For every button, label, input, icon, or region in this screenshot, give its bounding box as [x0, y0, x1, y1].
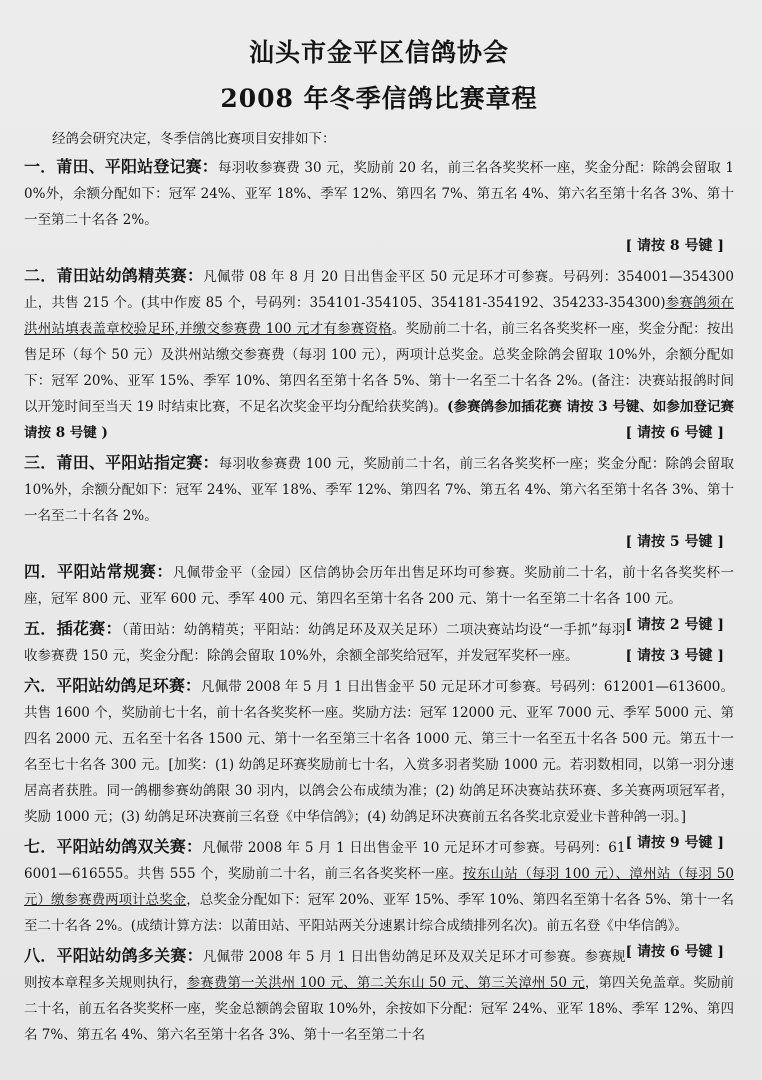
section-2-body-c: (参赛鸽参加插花赛 请按 3 号键、如参加登记赛请按 8 号键 )	[24, 399, 734, 441]
section-7-heading: 七．平阳站幼鸽双关赛：	[24, 837, 203, 856]
section-2-body-a: 凡佩带 08 年 8 月 20 日出售金平区 50 元足环才可参赛。号码列：354001—354300 止，共售 215 个。(其中作废 85 个，号码列：354101-354105、354181-354192、354233-354300)	[24, 269, 734, 311]
section-4-key: [ 请按 2 号键 ]	[625, 617, 724, 633]
section-1-heading: 一．莆田、平阳站登记赛：	[24, 157, 218, 176]
section-2	[24, 263, 734, 446]
section-4-body: 凡佩带金平（金园）区信鸽协会历年出售足环均可参赛。奖励前二十名，前十名各奖奖杯一座，冠军 800 元、亚军 600 元、季军 400 元、第四名至第十名各 200 元、第十一名至第二十名各 100 元。	[24, 565, 734, 607]
section-2-underlined: 参赛鸽须在洪州站填表盖章校验足环,并缴交参赛费 100 元才有参赛资格	[24, 295, 734, 337]
section-8-underlined: 参赛费第一关洪州 100 元、第二关东山 50 元、第三关漳州 50 元	[186, 975, 585, 991]
section-8-body-a: 凡佩带 2008 年 5 月 1 日出售幼鸽足环及双关足环才可参赛。参赛规则按本章程多关规则执行，	[24, 949, 626, 991]
section-2-key: [ 请按 6 号键 ]	[625, 425, 724, 441]
section-5-heading: 五．插花赛：	[24, 619, 122, 638]
section-1-body: 每羽收参赛费 30 元，奖励前 20 名，前三名各奖奖杯一座，奖金分配：除鸽会留取 10%外，余额分配如下：冠军 24%、亚军 18%、季军 12%、第四名 7%、第五名 4%、第六名至第十名各 3%、第十一至第二十名各 2%。	[24, 160, 734, 228]
section-7-body-a: 凡佩带 2008 年 5 月 1 日出售金平 10 元足环才可参赛。号码列：616001—616555。共售 555 个，奖励前二十名，前三名各奖奖杯一座。	[24, 840, 626, 882]
section-4-heading: 四．平阳站常规赛：	[24, 562, 173, 581]
section-3-key: [ 请按 5 号键 ]	[625, 534, 724, 550]
section-2-body-b: 。奖励前二十名，前三名各奖奖杯一座，奖金分配：按出售足环（每个 50 元）及洪州站缴交参赛费（每羽 100 元），两项计总奖金。总奖金除鸽会留取 10%外，余额分配如下：冠军 20%、亚军 15%、季军 10%、第四名至第十名各 5%、第十一名至二十名各 2%。(备注：决赛站报鸽时间以开笼时间至当天 19 时结束比赛，不足名次奖金平均分配给获奖鸽)。	[24, 321, 735, 415]
section-6-key: [ 请按 9 号键 ]	[625, 835, 724, 851]
section-6-body: 凡佩带 2008 年 5 月 1 日出售金平 50 元足环才可参赛。号码列：612001—613600。共售 1600 个，奖励前七十名，前十名各奖奖杯一座。奖励方法：冠军 12000 元、亚军 7000 元、季军 5000 元、第四名 2000 元、五名至十名各 1500 元、第十一名至第三十名各 1000 元、第三十一名至五十名各 500 元。第五十一名至七十名各 300 元。[加奖：(1) 幼鸽足环赛奖励前七十名，入赏多羽者奖励 1000 元。若羽数相同，以第一羽分速居高者获胜。同一鸽棚参赛幼鸽限 30 羽内，以鸽会公布成绩为准；(2) 幼鸽足环决赛站获环赛、多关赛两项冠军者，奖励 1000 元；(3) 幼鸽足环决赛前三名登《中华信鸽》；(4) 幼鸽足环决赛前五名各奖北京爱业卡普种鸽一羽。]	[24, 679, 734, 825]
section-8-body-b: ，第四关免盖章。奖励前二十名，前五名各奖奖杯一座，奖金总额鸽会留取 10%外，余按如下分配：冠军 24%、亚军 18%、季军 12%、第四名 7%、第五名 4%、第六名至第十名各 3%、第十一名至第二十名	[24, 975, 735, 1043]
document-title: 汕头市金平区信鸽协会	[248, 38, 509, 67]
section-7-key: [ 请按 6 号键 ]	[625, 944, 724, 960]
section-3-body: 每羽收参赛费 100 元，奖励前二十名，前三名各奖奖杯一座；奖金分配：除鸽会留取 10%外，余额分配如下：冠军 24%、亚军 18%、季军 12%、第四名 7%、第五名 4%、第六名至第十名各 3%、第十一名至二十名各 2%。	[24, 456, 734, 524]
section-2-heading: 二．莆田站幼鸽精英赛：	[24, 266, 204, 285]
section-3	[24, 450, 734, 555]
section-1-key: [ 请按 8 号键 ]	[625, 238, 724, 254]
section-6-heading: 六．平阳站幼鸽足环赛：	[24, 676, 202, 695]
section-7-body-b: ，总奖金分配如下：冠军 20%、亚军 15%、季军 10%、第四名至第十名各 5%、第十一名至二十名各 2%。(成绩计算方法：以莆田站、平阳站两关分速累计综合成绩排列名次)。前五名登《中华信鸽》。	[24, 892, 734, 934]
intro-paragraph: 经鸽会研究决定，冬季信鸽比赛项目安排如下：	[52, 131, 336, 147]
section-1	[24, 154, 734, 259]
section-5-key: [ 请按 3 号键 ]	[625, 648, 724, 664]
section-8-heading: 八．平阳站幼鸽多关赛：	[24, 946, 203, 965]
section-5-body: （莆田站：幼鸽精英；平阳站：幼鸽足环及双关足环）二项决赛站均设“一手抓”每羽收参赛费 150 元，奖金分配：除鸽会留取 10%外，余额全部奖给冠军，并发冠军奖杯一座。	[24, 622, 626, 664]
document-subtitle: 2008 年冬季信鸽比赛章程	[220, 84, 538, 113]
section-3-heading: 三．莆田、平阳站指定赛：	[24, 453, 219, 472]
section-7-underlined: 按东山站（每羽 100 元）、漳州站（每羽 50 元）缴参赛费两项计总奖金	[24, 866, 734, 908]
